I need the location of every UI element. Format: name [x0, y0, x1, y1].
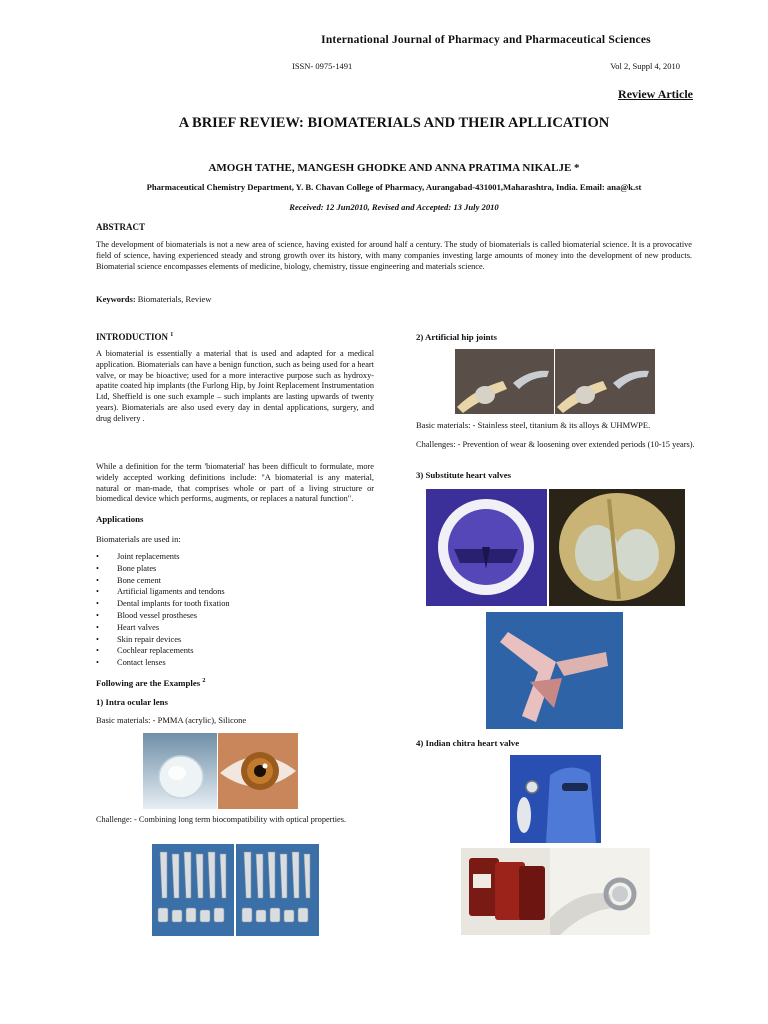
list-item: • Bone cement [96, 575, 230, 587]
lens-challenge: Challenge: - Combining long term biocompatibility with optical properties. [96, 815, 347, 824]
hip-joint-photo [455, 349, 554, 414]
list-item: • Blood vessel prostheses [96, 610, 230, 622]
surgeon-photo [510, 755, 601, 843]
list-item: • Heart valves [96, 622, 230, 634]
intraocular-lens-photo [143, 733, 217, 809]
chitra-valve-hand-photo [550, 848, 650, 935]
introduction-ref: 1 [170, 332, 174, 338]
introduction-heading [96, 332, 173, 342]
volume-info: Vol 2, Suppl 4, 2010 [610, 61, 680, 71]
list-item: • Bone plates [96, 563, 230, 575]
eye-photo [218, 733, 298, 809]
examples-ref: 2 [202, 678, 206, 685]
hip-basic-materials: Basic materials: - Stainless steel, titanium & its alloys & UHMWPE. [416, 420, 651, 430]
paper-title: A BRIEF REVIEW: BIOMATERIALS AND THEIR APLLICATION [178, 115, 610, 131]
issn: ISSN- 0975-1491 [292, 61, 353, 71]
keywords [96, 294, 211, 304]
list-item: • Contact lenses [96, 657, 230, 669]
journal-name: International Journal of Pharmacy and Pharmaceutical Sciences [321, 34, 651, 46]
lens-basic-materials: Basic materials: - PMMA (acrylic), Silicone [96, 715, 247, 725]
received-dates: Received: 12 Jun2010, Revised and Accepted: 13 July 2010 [289, 202, 499, 212]
introduction-paragraph-2: While a definition for the term 'biomaterial' has been difficult to formulate, more widely accepted working definitions include: "A biomaterial is any material, natural or man-made, that comprises whole or part of a living structure or biomedical device which performs, augments, or replaces a natural function". [96, 462, 374, 504]
abstract-heading: ABSTRACT [96, 222, 146, 232]
affiliation: Pharmaceutical Chemistry Department, Y. B. Chavan College of Pharmacy, Aurangabad-431001,Maharashtra, India. Email: ana@k.st [146, 182, 642, 192]
examples-heading-text: Following are the Examples [96, 678, 201, 688]
tissue-valve-hand-photo [486, 612, 623, 729]
hip-joint-photo-2 [555, 349, 655, 414]
authors: AMOGH TATHE, MANGESH GHODKE AND ANNA PRATIMA NIKALJE * [208, 162, 580, 174]
list-item: • Joint replacements [96, 551, 230, 563]
list-item: • Cochlear replacements [96, 645, 230, 657]
hip-stems-photo-2 [236, 844, 319, 936]
hip-heading: 2) Artificial hip joints [416, 332, 497, 342]
list-item: • Artificial ligaments and tendons [96, 586, 230, 598]
tissue-valve-photo [549, 489, 685, 606]
list-item: • Skin repair devices [96, 634, 230, 646]
keywords-value: Biomaterials, Review [137, 294, 212, 304]
hip-challenge: Challenges: - Prevention of wear & loosening over extended periods (10-15 years). [416, 440, 695, 449]
chitra-heading: 4) Indian chitra heart valve [416, 738, 520, 748]
examples-heading [96, 678, 205, 688]
hip-stems-photo [152, 844, 234, 936]
article-type: Review Article [618, 87, 693, 101]
blood-bags-photo [461, 848, 550, 935]
valve-heading: 3) Substitute heart valves [416, 470, 512, 480]
list-item: • Dental implants for tooth fixation [96, 598, 230, 610]
introduction-paragraph-1: A biomaterial is essentially a material that is used and adapted for a medical application. Biomaterials can have a benign function, such as being used for a heart valve, or may be bioactive; used for a more interactive purpose such as hydroxy-apatite coated hip implants (the Furlong Hip, by Joint Replacement Instrumentation Ltd, Sheffield is one such example – such implants are lasting upwards of twenty years). Biomaterials are also used every day in dental applications, surgery, and drug delivery . [96, 349, 374, 423]
heart-valve-ring-photo [426, 489, 547, 606]
applications-list [96, 551, 230, 669]
introduction-heading-text: INTRODUCTION [96, 332, 169, 342]
applications-heading: Applications [96, 514, 144, 524]
applications-intro: Biomaterials are used in: [96, 534, 181, 544]
abstract-text: The development of biomaterials is not a new area of science, having existed for around half a century. The study of biomaterials is called biomaterial science. It is a provocative field of science, having experienced steady and strong growth over its history, with many companies investing large amounts of money into the development of new products. Biomaterial science encompasses elements of medicine, biology, chemistry, tissue engineering and materials science. [96, 240, 692, 271]
lens-heading: 1) Intra ocular lens [96, 697, 168, 707]
keywords-label: Keywords: [96, 294, 136, 304]
